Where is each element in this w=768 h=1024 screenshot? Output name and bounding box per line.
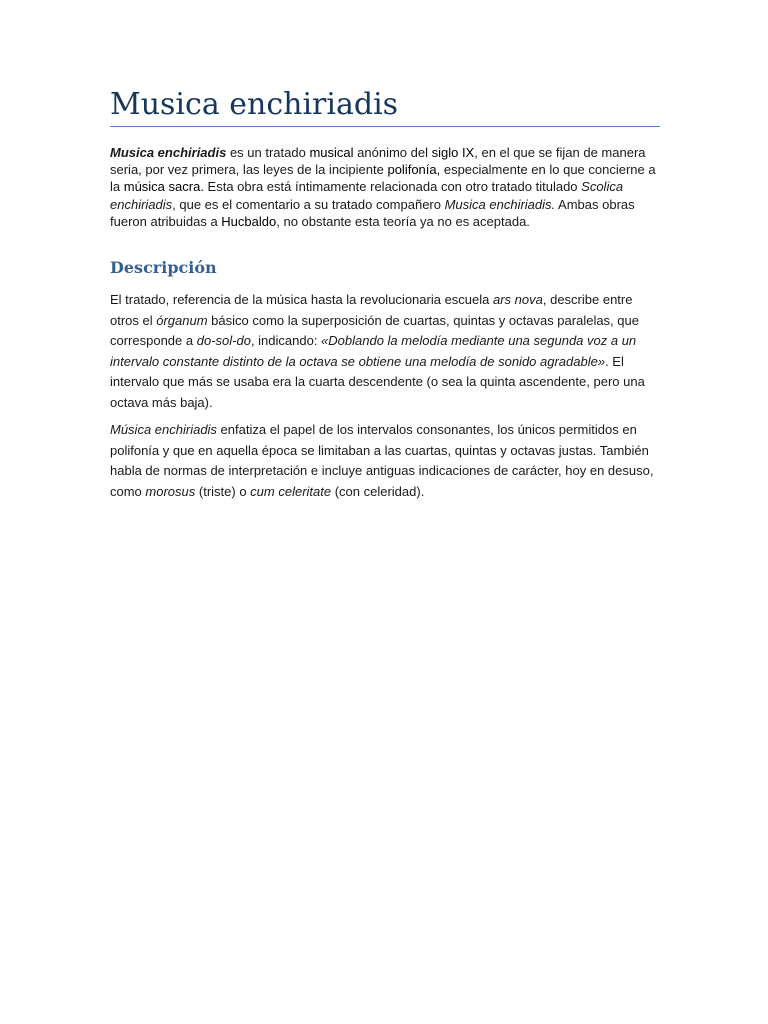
intro-paragraph <box>110 144 660 230</box>
intro-italic-scolica: Scolica enchiriadis <box>110 179 624 212</box>
intro-title-emphasis: Musica enchiriadis <box>110 145 227 160</box>
desc-italic-title: Música enchiriadis <box>110 422 217 438</box>
intro-text: es un tratado <box>226 145 310 160</box>
desc-italic-quote: «Doblando la melodía mediante una segunda voz a un intervalo constante distinto de la octava se obtiene una melodía de sonido agradable» <box>110 333 637 369</box>
desc-italic-ars-nova: ars nova <box>493 292 543 308</box>
desc-italic-do-sol-do: do-sol-do <box>196 333 251 349</box>
link-musica-sacra[interactable]: música sacra <box>123 179 201 195</box>
document-page <box>110 86 660 502</box>
link-musical[interactable]: musical <box>309 145 354 160</box>
description-paragraph-1 <box>110 290 660 413</box>
desc-text: , indicando: <box>250 333 322 349</box>
desc-text: básico como la superposición de cuartas, quintas y octavas paralelas, que corresponde a <box>110 312 639 349</box>
intro-text: , no obstante esta teoría ya no es aceptada. <box>276 213 530 229</box>
section-heading-descripcion: Descripción <box>110 258 217 278</box>
desc-italic-organum: órganum <box>156 312 208 328</box>
intro-text: anónimo del <box>353 145 432 160</box>
description-paragraph-2 <box>110 420 660 502</box>
page-title: Musica enchiriadis <box>110 86 660 127</box>
desc-text: (con celeridad). <box>331 483 425 499</box>
desc-italic-morosus: morosus <box>145 483 196 499</box>
intro-text: , en el que se fijan de manera seria, por vez primera, las leyes de la incipiente <box>110 145 646 178</box>
intro-text: , que es el comentario a su tratado compañero <box>172 196 445 212</box>
link-siglo-ix[interactable]: siglo IX <box>431 145 475 160</box>
intro-text: , especialmente en lo que concierne a la <box>110 162 656 195</box>
link-hucbaldo[interactable]: Hucbaldo <box>221 213 277 229</box>
intro-text: . Esta obra está íntimamente relacionada con otro tratado titulado <box>200 179 582 195</box>
intro-text: Ambas obras fueron atribuidas a <box>110 196 635 229</box>
desc-text: . El intervalo que más se usaba era la cuarta descendente (o sea la quinta ascendente, pero una octava más baja). <box>110 353 645 410</box>
link-polifonia[interactable]: polifonía <box>387 162 437 178</box>
desc-italic-cum-celeritate: cum celeritate <box>250 483 332 499</box>
desc-text: El tratado, referencia de la música hasta la revolucionaria escuela <box>110 292 493 308</box>
desc-text: (triste) o <box>195 483 251 499</box>
desc-text: enfatiza el papel de los intervalos consonantes, los únicos permitidos en polifonía y que en aquella época se limitaban a las cuartas, quintas y octavas justas. También habla de normas de interpretación e incluye antiguas indicaciones de carácter, hoy en desuso, como <box>110 422 654 499</box>
intro-italic-musica: Musica enchiriadis. <box>444 196 556 212</box>
desc-text: , describe entre otros el <box>110 292 633 328</box>
